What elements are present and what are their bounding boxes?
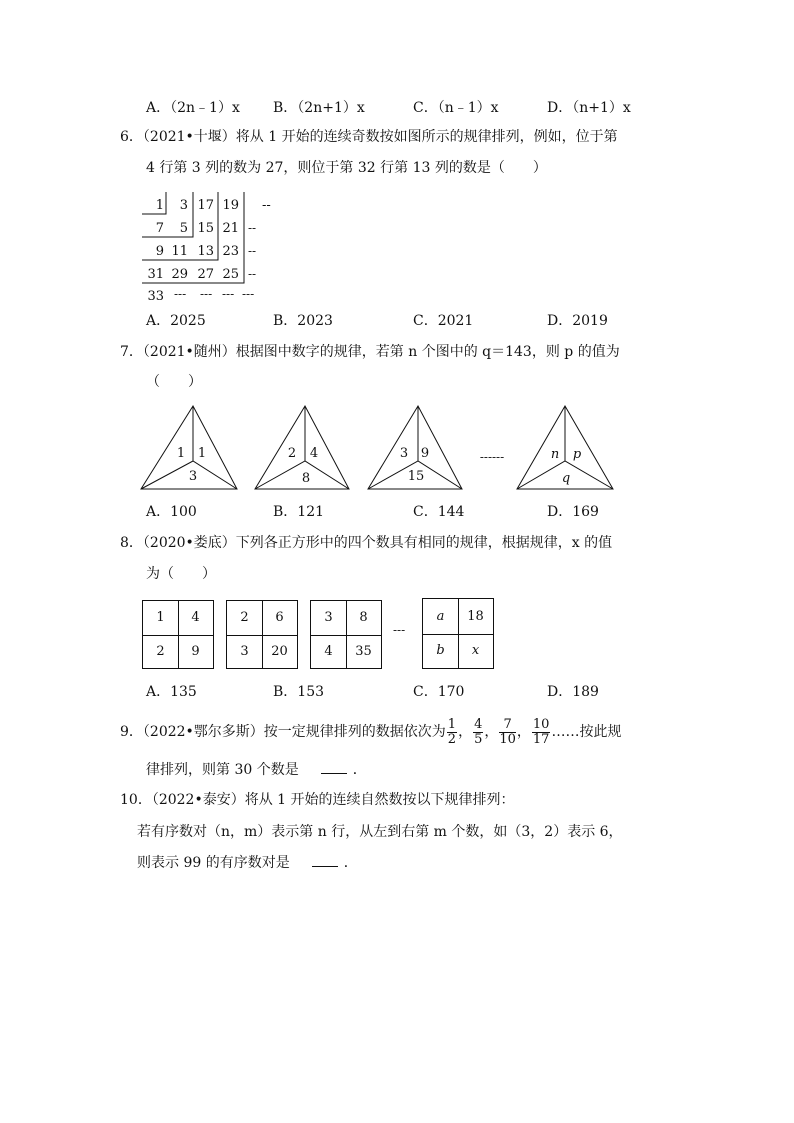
q9-numerator: 1 <box>447 716 457 732</box>
q8-square-cell: 1 <box>156 610 165 626</box>
q9-denominator: 17 <box>532 731 550 747</box>
q6-grid-cell: -- <box>248 244 257 258</box>
q10-line3-end: ． <box>343 855 358 871</box>
q6-option-c: C．2021 <box>413 313 474 329</box>
q6-grid-cell: 7 <box>155 221 164 236</box>
q8-ellipsis: --- <box>393 623 406 637</box>
q8-stem-line1: 8．（2020•娄底）下列各正方形中的四个数具有相同的规律，根据规律，x 的值 <box>120 535 613 551</box>
q6-grid-cell: --- <box>242 287 255 301</box>
q9-stem-line1: 9．（2022•鄂尔多斯）按一定规律排列的数据依次为 $\frac{1}{2}$ ， $\frac{4}{5}$ ， $\frac{7}{10}$ ， $\frac{10}{17}$ ……按此规 <box>120 716 622 747</box>
q6-grid-cell: 13 <box>197 244 214 259</box>
q9-stem-line2 <box>146 759 367 780</box>
q7-option-b: B．121 <box>273 504 325 520</box>
q6-grid-cell: 25 <box>222 267 239 282</box>
q9-answer-blank[interactable] <box>321 759 347 774</box>
q8-square-cell: 3 <box>324 610 333 626</box>
q8-option-c: C．170 <box>413 684 465 700</box>
q6-stem-line1: 6．（2021•十堰）将从 1 开始的连续奇数按如图所示的规律排列，例如，位于第 <box>120 129 618 145</box>
q6-grid-cell: --- <box>200 287 213 301</box>
q6-stem-line2: 4 行第 3 列的数为 27，则位于第 32 行第 13 列的数是（ ） <box>146 160 547 176</box>
q7-tri4-right: p <box>572 447 582 462</box>
q7-option-c: C．144 <box>413 504 465 520</box>
q7-tri1-right: 1 <box>197 446 207 461</box>
q8-square-cell: 35 <box>355 643 372 659</box>
q10-answer-blank[interactable] <box>312 852 338 867</box>
q9-numerator: 4 <box>474 716 483 732</box>
q7-tri2-left: 2 <box>287 446 297 461</box>
q7-tri1-bottom: 3 <box>188 469 198 484</box>
q7-tri3-left: 3 <box>399 446 409 461</box>
q8-square-cell: b <box>436 643 445 659</box>
q8-option-a: A．135 <box>146 684 197 700</box>
q6-grid-cell: 33 <box>147 289 164 304</box>
q7-triangle-figures <box>140 402 670 494</box>
q5-option-b: B．（2n+1）x <box>273 100 365 116</box>
q8-square-cell: a <box>436 608 445 624</box>
q9-fraction-4 <box>532 718 551 747</box>
q7-option-d: D．169 <box>547 504 599 520</box>
q7-tri4-bottom: q <box>561 471 571 486</box>
q6-grid-cell: 5 <box>179 221 188 236</box>
q8-square-cell: 9 <box>191 643 200 659</box>
q10-stem-line2: 若有序数对（n，m）表示第 n 行，从左到右第 m 个数，如（3，2）表示 6， <box>137 824 623 840</box>
q7-tri2-right: 4 <box>309 446 319 461</box>
q10-stem-line1: 10．（2022•泰安）将从 1 开始的连续自然数按以下规律排列： <box>120 792 515 808</box>
q9-denominator: 2 <box>447 731 457 747</box>
q7-tri2-bottom: 8 <box>301 471 311 486</box>
q8-option-b: B．153 <box>273 684 325 700</box>
q6-option-a: A．2025 <box>146 313 206 329</box>
q8-square-cell: 3 <box>240 643 249 659</box>
q7-ellipsis: ------ <box>479 450 505 464</box>
q7-stem-line2: （ ） <box>146 374 202 390</box>
q6-grid-cell: 31 <box>147 267 164 282</box>
q7-tri4-left: n <box>550 447 560 462</box>
q5-option-d: D．（n+1）x <box>547 100 631 116</box>
q6-grid-cell: -- <box>262 198 271 213</box>
q10-stem-line3 <box>137 852 358 873</box>
q6-grid-cell: --- <box>174 287 187 301</box>
q8-square-cell: 6 <box>275 610 284 626</box>
q6-option-b: B．2023 <box>273 313 333 329</box>
q7-tri3-bottom: 15 <box>407 469 425 484</box>
q9-fraction-3 <box>499 718 516 747</box>
q7-tri3-right: 9 <box>420 446 430 461</box>
q8-square-4 <box>422 598 494 669</box>
q6-grid-cell: 27 <box>197 267 214 282</box>
q9-numerator: 10 <box>532 716 550 732</box>
q8-option-d: D．189 <box>547 684 599 700</box>
q9-denominator: 5 <box>474 731 483 747</box>
q6-grid-cell: -- <box>248 267 257 281</box>
q8-square-cell: 2 <box>240 610 249 626</box>
q8-square-cell: 18 <box>467 608 484 624</box>
q6-grid-cell: 15 <box>197 221 214 236</box>
q10-line3-text: 则表示 99 的有序数对是 <box>137 855 290 871</box>
q8-square-cell: x <box>471 643 480 659</box>
q7-stem-line1: 7．（2021•随州）根据图中数字的规律，若第 n 个图中的 q＝143，则 p 的值为 <box>120 344 620 360</box>
q9-denominator: 10 <box>499 731 516 747</box>
q6-grid-cell: 3 <box>179 198 188 213</box>
q6-option-d: D．2019 <box>547 313 608 329</box>
q9-fraction-1 <box>447 718 457 747</box>
q9-suffix: ……按此规 <box>551 724 622 740</box>
q6-grid-cell: 9 <box>155 244 164 259</box>
q9-fraction-2 <box>473 718 483 747</box>
q6-grid-cell: 21 <box>222 221 239 236</box>
q6-grid-cell: 29 <box>171 267 188 282</box>
q8-square-cell: 20 <box>271 643 288 659</box>
q6-grid-cell: 11 <box>171 244 188 259</box>
q7-tri1-left: 1 <box>176 446 186 461</box>
q8-square-cell: 4 <box>191 610 200 626</box>
q6-grid-cell: -- <box>248 221 257 235</box>
q5-option-a: A．（2n﹣1）x <box>146 100 240 116</box>
q5-option-c: C．（n﹣1）x <box>413 100 499 116</box>
q6-grid-cell: 17 <box>197 198 214 213</box>
q6-grid-cell: 19 <box>222 198 239 213</box>
q6-grid-cell: 23 <box>222 244 239 259</box>
q9-line2-text: 律排列，则第 30 个数是 <box>146 762 299 778</box>
q8-square-2 <box>226 600 298 669</box>
q8-square-cell: 8 <box>359 610 368 626</box>
q8-stem-line2: 为（ ） <box>146 566 216 582</box>
q8-square-cell: 4 <box>324 643 333 659</box>
q8-square-1 <box>142 600 214 669</box>
q7-option-a: A．100 <box>146 504 197 520</box>
q8-square-3 <box>310 600 382 669</box>
q9-numerator: 7 <box>499 718 516 733</box>
q6-grid-cell: 1 <box>155 198 164 213</box>
q6-grid-cell: --- <box>222 287 235 301</box>
q6-odd-number-grid <box>138 192 278 304</box>
q8-square-cell: 2 <box>156 643 165 659</box>
q9-prefix: 9．（2022•鄂尔多斯）按一定规律排列的数据依次为 <box>120 724 446 740</box>
q9-line2-end: ． <box>352 762 367 778</box>
